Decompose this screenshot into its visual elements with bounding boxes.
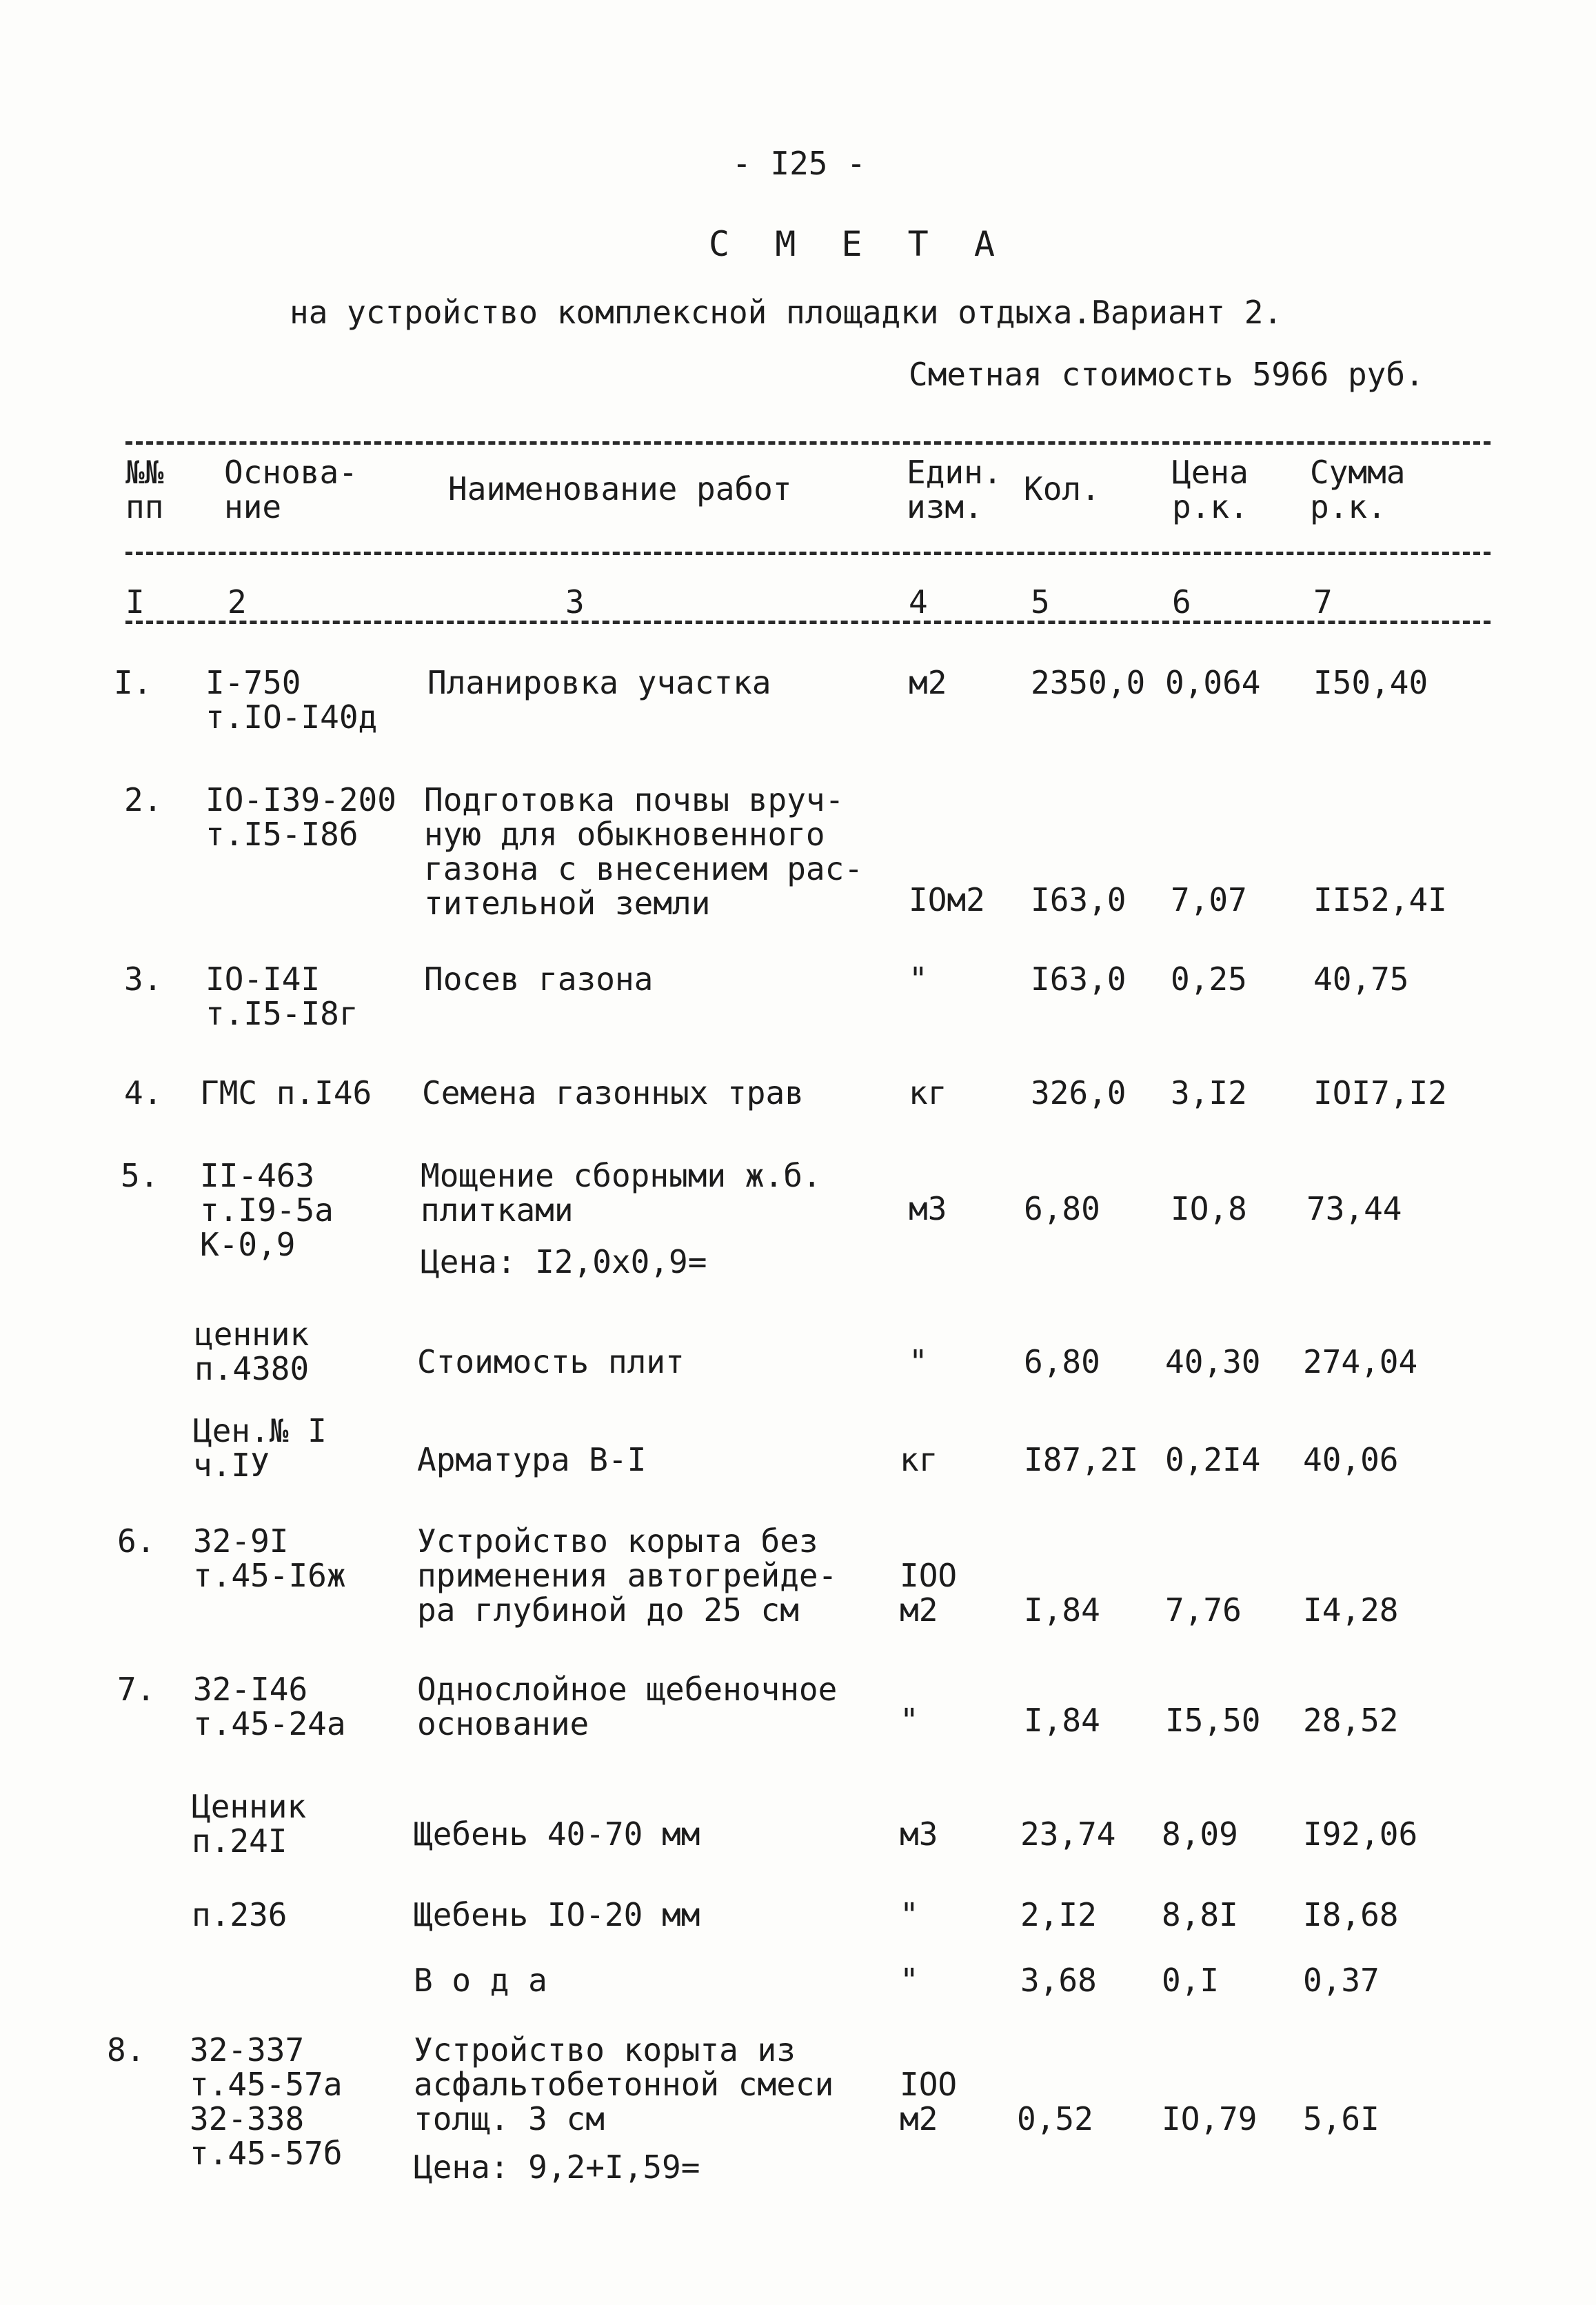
- column-numbers-rule: [125, 621, 1491, 624]
- row-price: 8,09: [1162, 1815, 1238, 1853]
- row-work: Однослойное щебеночное основание: [417, 1671, 838, 1742]
- row-unit: м3: [900, 1815, 938, 1853]
- row-unit: ": [909, 960, 928, 998]
- row-unit: м2: [909, 664, 947, 701]
- row-qty: I63,0: [1031, 881, 1127, 918]
- row-price: 7,76: [1165, 1591, 1242, 1629]
- row-sum: I4,28: [1303, 1591, 1399, 1629]
- row-work: Арматура В-I: [417, 1441, 647, 1478]
- row-number: 6.: [117, 1522, 156, 1560]
- row-qty: 326,0: [1031, 1074, 1127, 1111]
- row-number: 8.: [107, 2031, 145, 2069]
- row-price: 0,064: [1165, 664, 1261, 701]
- row-price: 3,I2: [1171, 1074, 1247, 1111]
- row-unit: ": [900, 1896, 919, 1933]
- row-price: 0,25: [1171, 960, 1247, 998]
- row-unit: IOO м2: [900, 1557, 958, 1629]
- row-unit: м3: [909, 1190, 947, 1227]
- col-number-5: 5: [1031, 583, 1050, 621]
- col-header-no: №№ пп: [125, 454, 164, 525]
- row-qty: I,84: [1024, 1702, 1100, 1739]
- total-cost: Сметная стоимость 5966 руб.: [909, 356, 1424, 393]
- row-unit: IOO м2: [900, 2066, 958, 2137]
- row-basis: IO-I4I т.I5-I8г: [205, 960, 358, 1032]
- row-number: 7.: [117, 1671, 156, 1708]
- row-work: Щебень IO-20 мм: [414, 1896, 700, 1933]
- document-title: С М Е Т А: [709, 224, 1007, 264]
- row-number: 5.: [121, 1157, 159, 1194]
- row-sum: 73,44: [1306, 1190, 1402, 1227]
- row-sum: 40,06: [1303, 1441, 1399, 1478]
- row-sum: I50,40: [1313, 664, 1428, 701]
- row-number: 4.: [124, 1074, 163, 1111]
- row-qty: 2350,0: [1031, 664, 1146, 701]
- col-header-price: Цена р.к.: [1172, 454, 1249, 525]
- row-work: Подготовка почвы вруч- ную для обыкновенного газона с внесением рас- тительной земли: [424, 781, 863, 922]
- document-subtitle: на устройство комплексной площадки отдыха.Вариант 2.: [290, 294, 1283, 331]
- row-unit: IOм2: [909, 881, 985, 918]
- row-note: Цена: 9,2+I,59=: [414, 2148, 700, 2186]
- row-basis: 32-I46 т.45-24а: [193, 1671, 346, 1742]
- row-work: В о д а: [414, 1962, 547, 1999]
- row-work: Планировка участка: [427, 664, 771, 701]
- col-number-4: 4: [909, 583, 928, 621]
- row-sum: 5,6I: [1303, 2100, 1380, 2137]
- row-sum: IOI7,I2: [1313, 1074, 1447, 1111]
- row-basis: Ценник п.24I: [192, 1788, 307, 1860]
- col-number-3: 3: [565, 583, 585, 621]
- row-qty: I87,2I: [1024, 1441, 1139, 1478]
- row-sum: I8,68: [1303, 1896, 1399, 1933]
- row-work: Устройство корыта без применения автогрейде- ра глубиной до 25 см: [417, 1522, 838, 1629]
- row-price: IO,79: [1162, 2100, 1257, 2137]
- row-sum: I92,06: [1303, 1815, 1418, 1853]
- row-unit: кг: [909, 1074, 947, 1111]
- col-header-basis: Основа- ние: [224, 454, 358, 525]
- row-basis: п.236: [192, 1896, 287, 1933]
- col-header-sum: Сумма р.к.: [1310, 454, 1406, 525]
- row-sum: II52,4I: [1313, 881, 1447, 918]
- row-number: I.: [114, 664, 152, 701]
- row-work: Щебень 40-70 мм: [414, 1815, 700, 1853]
- row-note: Цена: I2,0х0,9=: [421, 1243, 707, 1280]
- row-unit: кг: [900, 1441, 938, 1478]
- row-unit: ": [909, 1343, 928, 1380]
- page-number: - I25 -: [732, 145, 866, 182]
- row-price: I5,50: [1165, 1702, 1261, 1739]
- row-basis: II-463 т.I9-5а К-0,9: [200, 1157, 334, 1263]
- row-unit: ": [900, 1962, 919, 1999]
- col-number-7: 7: [1313, 583, 1333, 621]
- row-basis: ценник п.4380: [194, 1316, 310, 1387]
- row-price: 40,30: [1165, 1343, 1261, 1380]
- row-basis: ГМС п.I46: [200, 1074, 372, 1111]
- row-sum: 274,04: [1303, 1343, 1418, 1380]
- row-work: Посев газона: [424, 960, 654, 998]
- row-qty: 0,52: [1017, 2100, 1093, 2137]
- col-number-2: 2: [228, 583, 247, 621]
- row-work: Семена газонных трав: [422, 1074, 804, 1111]
- header-bottom-rule: [125, 552, 1491, 555]
- col-header-unit: Един. изм.: [907, 454, 1002, 525]
- row-price: 7,07: [1171, 881, 1247, 918]
- row-number: 3.: [124, 960, 163, 998]
- row-price: 0,I: [1162, 1962, 1220, 1999]
- row-sum: 40,75: [1313, 960, 1409, 998]
- row-basis: I-750 т.IO-I40д: [205, 664, 378, 736]
- col-number-6: 6: [1172, 583, 1191, 621]
- row-qty: I,84: [1024, 1591, 1100, 1629]
- row-sum: 0,37: [1303, 1962, 1380, 1999]
- row-number: 2.: [124, 781, 163, 818]
- row-qty: 23,74: [1020, 1815, 1116, 1853]
- col-number-1: I: [125, 583, 145, 621]
- row-qty: 3,68: [1020, 1962, 1097, 1999]
- row-basis: IO-I39-200 т.I5-I8б: [205, 781, 396, 853]
- row-unit: ": [900, 1702, 919, 1739]
- row-basis: 32-337 т.45-57а 32-338 т.45-57б: [190, 2031, 343, 2172]
- row-work: Стоимость плит: [417, 1343, 685, 1380]
- row-qty: 2,I2: [1020, 1896, 1097, 1933]
- row-basis: Цен.№ I ч.IУ: [193, 1412, 327, 1484]
- header-top-rule: [125, 441, 1491, 445]
- row-qty: 6,80: [1024, 1190, 1100, 1227]
- row-work: Мощение сборными ж.б. плитками: [421, 1157, 822, 1229]
- row-basis: 32-9I т.45-I6ж: [193, 1522, 346, 1594]
- row-qty: I63,0: [1031, 960, 1127, 998]
- row-qty: 6,80: [1024, 1343, 1100, 1380]
- row-sum: 28,52: [1303, 1702, 1399, 1739]
- row-price: 0,2I4: [1165, 1441, 1261, 1478]
- row-price: IO,8: [1171, 1190, 1247, 1227]
- row-work: Устройство корыта из асфальтобетонной смеси толщ. 3 см: [414, 2031, 834, 2137]
- row-price: 8,8I: [1162, 1896, 1238, 1933]
- col-header-qty: Кол.: [1024, 470, 1100, 507]
- col-header-work: Наименование работ: [448, 470, 792, 507]
